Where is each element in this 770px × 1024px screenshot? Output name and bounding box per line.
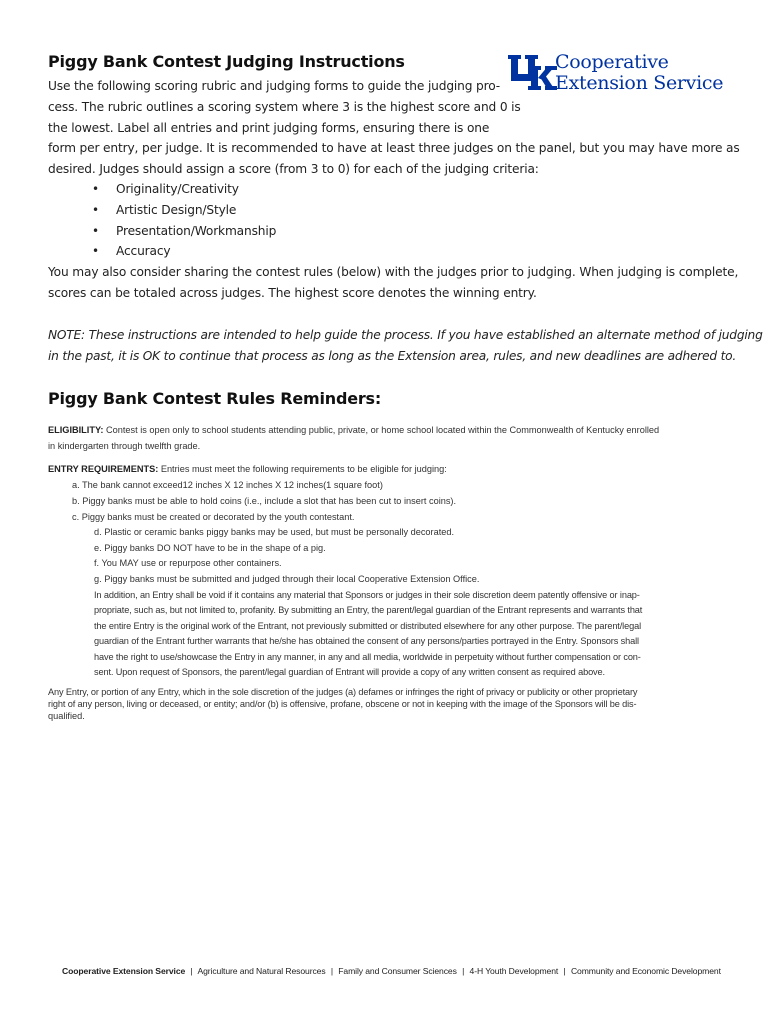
void-line: sent. Upon request of Sponsors, the parent/legal guardian of Entrant will provide a copy of any written consent as required above. <box>94 667 605 677</box>
requirement-item: c. Piggy banks must be created or decorated by the youth contestant. <box>72 512 355 522</box>
footer-unit: Community and Economic Development <box>570 966 721 976</box>
intro-line: form per entry, per judge. It is recommended to have at least three judges on the panel, but you may have more as <box>48 141 740 155</box>
criteria-item: • Accuracy <box>48 241 276 262</box>
requirement-item: a. The bank cannot exceed12 inches X 12 inches X 12 inches(1 square foot) <box>72 480 383 490</box>
logo-text-line1: Cooperative <box>555 51 669 73</box>
void-line: In addition, an Entry shall be void if it contains any material that Sponsors or judges in their sole discretion deem patently offensive or inap- <box>94 590 640 600</box>
intro-line: desired. Judges should assign a score (from 3 to 0) for each of the judging criteria: <box>48 162 539 176</box>
footer-separator: | <box>462 966 465 976</box>
requirement-subitem: g. Piggy banks must be submitted and judged through their local Cooperative Extension Office. <box>94 574 480 584</box>
entry-requirements-label: ENTRY REQUIREMENTS: <box>48 464 159 474</box>
requirement-item: b. Piggy banks must be able to hold coins (i.e., include a slot that has been cut to insert coins). <box>72 496 457 506</box>
void-line: have the right to use/showcase the Entry in any manner, in any and all media, worldwide in perpetuity without further compensation or con- <box>94 652 641 662</box>
criteria-item: • Artistic Design/Style <box>48 200 276 221</box>
entry-requirements-paragraph <box>48 462 447 478</box>
footer-unit: Family and Consumer Sciences <box>338 966 457 976</box>
sharing-line: scores can be totaled across judges. The highest score denotes the winning entry. <box>48 286 537 300</box>
footer-brand: Cooperative Extension Service <box>62 966 186 976</box>
intro-line: the lowest. Label all entries and print judging forms, ensuring there is one <box>48 121 490 135</box>
criteria-item: • Presentation/Workmanship <box>48 221 276 242</box>
judging-criteria-list <box>48 179 276 262</box>
void-line: guardian of the Entrant further warrants that he/she has obtained the consent of any persons/parties portrayed in the Entry. Sponsors shall <box>94 636 639 646</box>
note-line: in the past, it is OK to continue that process as long as the Extension area, rules, and new deadlines are adhered to. <box>48 349 737 363</box>
eligibility-text: Contest is open only to school students attending public, private, or home school located within the Commonwealth of Kentucky enrolled <box>103 425 660 435</box>
void-line: propriate, such as, but not limited to, profanity. By submitting an Entry, the parent/legal guardian of the Entrant represents and warrants that <box>94 605 643 615</box>
intro-line: cess. The rubric outlines a scoring system where 3 is the highest score and 0 is <box>48 100 521 114</box>
sharing-line: You may also consider sharing the contest rules (below) with the judges prior to judging. When judging is complete, <box>48 265 739 279</box>
rules-title: Piggy Bank Contest Rules Reminders: <box>48 389 382 408</box>
footer <box>62 966 721 976</box>
logo-text-line2: Extension Service <box>555 72 724 94</box>
requirement-subitem: e. Piggy banks DO NOT have to be in the shape of a pig. <box>94 543 326 553</box>
eligibility-paragraph <box>48 423 659 439</box>
entry-requirements-text: Entries must meet the following requirements to be eligible for judging: <box>158 464 447 474</box>
footer-unit: 4-H Youth Development <box>469 966 559 976</box>
footer-separator: | <box>563 966 566 976</box>
disclaimer-line: right of any person, living or deceased, or entity; and/or (b) is offensive, profane, obscene or not in keeping with the image of the Sponsors will be dis- <box>48 699 637 709</box>
eligibility-text-2: in kindergarten through twelfth grade. <box>48 441 201 451</box>
page-title: Piggy Bank Contest Judging Instructions <box>48 52 405 71</box>
disclaimer-line: qualified. <box>48 711 85 721</box>
footer-separator: | <box>190 966 193 976</box>
footer-separator: | <box>330 966 333 976</box>
intro-line: Use the following scoring rubric and judging forms to guide the judging pro- <box>48 79 501 93</box>
criteria-item: • Originality/Creativity <box>48 179 276 200</box>
eligibility-label: ELIGIBILITY: <box>48 425 104 435</box>
note-line: NOTE: These instructions are intended to help guide the process. If you have established an alternate method of judging <box>48 328 763 342</box>
requirement-subitem: d. Plastic or ceramic banks piggy banks may be used, but must be personally decorated. <box>94 527 455 537</box>
void-line: the entire Entry is the original work of the Entrant, not previously submitted or distributed elsewhere for any other purpose. The parent/legal <box>94 621 641 631</box>
footer-unit: Agriculture and Natural Resources <box>197 966 326 976</box>
disclaimer-line: Any Entry, or portion of any Entry, which in the sole discretion of the judges (a) defames or infringes the right of privacy or publicity or other proprietary <box>48 687 638 697</box>
requirement-subitem: f. You MAY use or repurpose other containers. <box>94 558 282 568</box>
